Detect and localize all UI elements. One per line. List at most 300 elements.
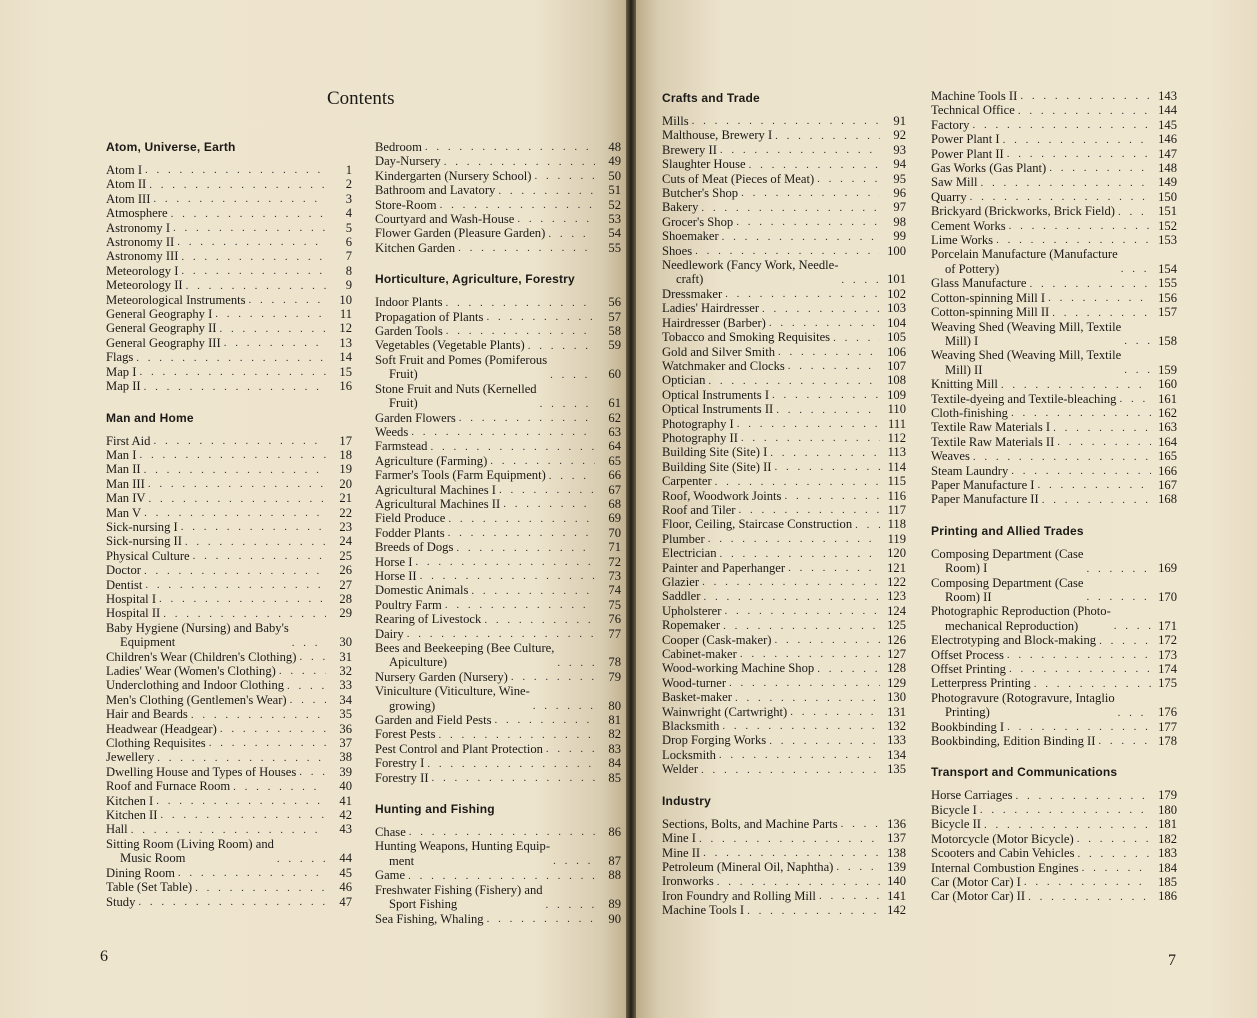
toc-entry-title xyxy=(662,330,830,344)
toc-entry-title-line: Paper Manufacture I xyxy=(931,477,1035,492)
toc-entry-title xyxy=(375,425,408,439)
toc-entry xyxy=(375,839,621,868)
dot-leader xyxy=(776,404,880,417)
toc-entry-title xyxy=(662,647,737,661)
toc-entry xyxy=(931,305,1177,319)
dot-leader xyxy=(722,720,880,733)
toc-entry-title xyxy=(662,474,712,488)
toc-entry-page: 77 xyxy=(608,626,621,641)
toc-entry-title xyxy=(106,822,128,836)
toc-entry-page: 136 xyxy=(887,816,906,831)
toc-entry-page: 84 xyxy=(608,756,621,771)
toc-entry-title-line: Dining Room xyxy=(106,865,175,880)
toc-entry-title-line: Jewellery xyxy=(106,750,155,765)
toc-entry-title-line: Carpenter xyxy=(662,474,712,489)
toc-entry xyxy=(662,128,906,142)
dot-leader xyxy=(774,634,880,647)
toc-entry-page: 109 xyxy=(887,387,906,402)
toc-entry-title xyxy=(662,301,759,315)
toc-entry xyxy=(375,468,621,482)
toc-entry-title xyxy=(375,198,437,212)
dot-leader xyxy=(1124,335,1151,348)
toc-entry-title-line: Sick-nursing I xyxy=(106,519,178,534)
toc-entry xyxy=(106,448,352,462)
toc-entry xyxy=(662,705,906,719)
toc-entry-title-line: Meteorology II xyxy=(106,278,183,293)
dot-leader xyxy=(144,381,326,394)
toc-entry-title xyxy=(662,733,766,747)
dot-leader xyxy=(703,591,880,604)
toc-entry-page: 5 xyxy=(345,220,352,235)
toc-entry-page: 140 xyxy=(887,874,906,889)
toc-entry-title xyxy=(662,676,726,690)
toc-entry xyxy=(662,874,906,888)
toc-entry xyxy=(662,460,906,474)
toc-entry-title xyxy=(662,373,705,387)
toc-entry-title xyxy=(931,420,1050,434)
toc-entry-title xyxy=(375,324,443,338)
toc-entry-page: 160 xyxy=(1158,377,1177,392)
contents-column-3 xyxy=(662,88,906,918)
toc-entry-page: 184 xyxy=(1158,860,1177,875)
toc-entry-page: 106 xyxy=(887,344,906,359)
toc-entry-title xyxy=(375,883,543,912)
toc-entry-title xyxy=(931,276,1026,290)
toc-entry-title xyxy=(106,765,296,779)
toc-entry-page: 170 xyxy=(1158,590,1177,604)
toc-entry-title-line: Forestry II xyxy=(375,770,429,785)
toc-entry-title xyxy=(106,293,246,307)
toc-entry-title-line: Game xyxy=(375,868,406,883)
toc-entry-page: 55 xyxy=(608,240,621,255)
toc-entry-title xyxy=(662,489,781,503)
toc-entry xyxy=(106,434,352,448)
toc-entry-title xyxy=(931,435,1054,449)
toc-entry xyxy=(931,720,1177,734)
toc-entry-title xyxy=(106,592,156,606)
toc-entry-page: 74 xyxy=(608,583,621,598)
toc-entry-title xyxy=(375,154,441,168)
toc-entry-title-line: Propagation of Plants xyxy=(375,309,484,324)
toc-entry-title-line: Cabinet-maker xyxy=(662,647,737,662)
toc-entry-title xyxy=(931,817,981,831)
toc-entry-title xyxy=(375,382,537,411)
toc-entry-title xyxy=(931,846,1075,860)
toc-entry-title-line: Physical Culture xyxy=(106,548,190,563)
toc-entry-title xyxy=(931,604,1111,633)
dot-leader xyxy=(148,478,326,491)
toc-entry-title-continuation: Printing) xyxy=(945,705,990,720)
toc-entry-title xyxy=(662,546,717,560)
toc-entry xyxy=(106,895,352,909)
toc-entry-title xyxy=(931,118,969,132)
dot-leader xyxy=(220,323,327,336)
toc-entry-title-line: Blacksmith xyxy=(662,719,720,734)
toc-entry-title-line: Optician xyxy=(662,373,706,388)
toc-entry-page: 102 xyxy=(887,286,906,301)
dot-leader xyxy=(220,723,326,736)
dot-leader xyxy=(548,228,595,241)
toc-entry xyxy=(375,684,621,713)
toc-entry-page: 67 xyxy=(608,482,621,497)
toc-entry xyxy=(662,546,906,560)
toc-entry xyxy=(662,575,906,589)
toc-entry-page: 97 xyxy=(893,200,906,215)
toc-entry-title xyxy=(662,244,692,258)
toc-entry-title xyxy=(662,258,838,287)
toc-entry xyxy=(662,846,906,860)
dot-leader xyxy=(145,579,326,592)
toc-entry-title-line: Shoes xyxy=(662,243,693,258)
toc-entry-title-continuation: of Pottery) xyxy=(945,261,1000,276)
toc-entry-title-line: Study xyxy=(106,894,136,909)
toc-entry-title-line: Clothing Requisites xyxy=(106,736,206,751)
toc-entry xyxy=(106,520,352,534)
toc-entry-title-line: Map I xyxy=(106,364,137,379)
toc-entry-title xyxy=(931,247,1118,276)
toc-entry-title-line: Map II xyxy=(106,379,141,394)
toc-entry xyxy=(106,621,352,650)
toc-entry-title-line: Dentist xyxy=(106,577,143,592)
toc-entry-title-line: Textile-dyeing and Textile-bleaching xyxy=(931,391,1117,406)
toc-entry-title xyxy=(662,889,816,903)
contents-column-4 xyxy=(931,89,1177,904)
toc-entry-title xyxy=(106,750,154,764)
dot-leader xyxy=(499,484,595,497)
toc-entry xyxy=(106,163,352,177)
toc-entry xyxy=(662,561,906,575)
dot-leader xyxy=(817,663,880,676)
toc-entry-title-line: Agriculture (Farming) xyxy=(375,453,488,468)
toc-entry xyxy=(106,379,352,393)
toc-entry xyxy=(375,212,621,226)
toc-entry-title-line: Factory xyxy=(931,117,970,132)
dot-leader xyxy=(972,119,1151,132)
toc-entry-page: 95 xyxy=(893,171,906,186)
toc-entry xyxy=(931,464,1177,478)
toc-entry-title-line: Upholsterer xyxy=(662,603,722,618)
toc-entry-page: 62 xyxy=(608,410,621,425)
toc-entry-page: 113 xyxy=(887,445,906,460)
toc-entry xyxy=(662,345,906,359)
dot-leader xyxy=(195,882,326,895)
dot-leader xyxy=(778,346,880,359)
toc-entry-page: 20 xyxy=(339,476,352,491)
dot-leader xyxy=(1052,307,1151,320)
toc-entry-title-continuation: mechanical Reproduction) xyxy=(945,618,1079,633)
toc-entry-page: 24 xyxy=(339,534,352,549)
dot-leader xyxy=(1038,479,1152,492)
toc-entry-title xyxy=(662,503,735,517)
toc-entry-title xyxy=(931,132,1000,146)
toc-entry-title-line: Gold and Silver Smith xyxy=(662,344,775,359)
dot-leader xyxy=(173,222,326,235)
toc-entry-page: 58 xyxy=(608,324,621,339)
toc-entry-title-line: Glass Manufacture xyxy=(931,276,1027,291)
toc-entry-title-continuation: Sport Fishing xyxy=(389,897,458,912)
toc-entry-title-line: Weaving Shed (Weaving Mill, Textile xyxy=(931,319,1122,334)
toc-entry-page: 98 xyxy=(893,214,906,229)
toc-entry-title xyxy=(931,348,1121,377)
toc-entry-title xyxy=(106,491,146,505)
toc-entry xyxy=(662,889,906,903)
toc-entry xyxy=(931,478,1177,492)
toc-entry-title-line: Poultry Farm xyxy=(375,597,442,612)
toc-entry-page: 13 xyxy=(339,335,352,350)
toc-entry-page: 30 xyxy=(339,635,352,650)
toc-entry-page: 144 xyxy=(1158,103,1177,118)
dot-leader xyxy=(984,819,1151,832)
dot-leader xyxy=(448,513,595,526)
toc-entry xyxy=(106,506,352,520)
toc-entry-title-line: Bakery xyxy=(662,200,699,215)
toc-entry-page: 147 xyxy=(1158,146,1177,161)
toc-entry-title-line: Garden Flowers xyxy=(375,410,456,425)
dot-leader xyxy=(769,317,880,330)
toc-entry-title xyxy=(375,483,496,497)
toc-entry-title-line: Atmosphere xyxy=(106,206,168,221)
toc-entry-title-line: Man I xyxy=(106,447,137,462)
dot-leader xyxy=(1118,206,1151,219)
toc-entry-page: 48 xyxy=(608,140,621,154)
toc-entry-title-line: Flags xyxy=(106,350,134,365)
dot-leader xyxy=(1114,620,1151,633)
toc-entry-title-line: Knitting Mill xyxy=(931,377,998,392)
toc-entry-title xyxy=(662,860,833,874)
dot-leader xyxy=(209,737,326,750)
toc-entry-page: 174 xyxy=(1158,662,1177,677)
toc-entry-title xyxy=(662,445,767,459)
toc-entry-title xyxy=(375,212,514,226)
toc-entry-title xyxy=(375,140,422,154)
toc-entry-page: 110 xyxy=(887,402,906,417)
toc-entry-page: 86 xyxy=(608,825,621,840)
toc-entry xyxy=(106,822,352,836)
toc-entry-page: 64 xyxy=(608,439,621,454)
toc-entry-title xyxy=(662,402,773,416)
toc-entry-title xyxy=(106,448,136,462)
toc-entry-title-line: General Geography II xyxy=(106,321,217,336)
toc-entry-page: 127 xyxy=(887,647,906,662)
toc-entry-title xyxy=(106,434,150,448)
toc-entry-title xyxy=(106,462,141,476)
toc-entry-title-line: Porcelain Manufacture (Manufacture xyxy=(931,247,1118,262)
toc-entry-title-continuation: Mill) II xyxy=(945,362,983,377)
dot-leader xyxy=(528,340,595,353)
dot-leader xyxy=(1078,848,1151,861)
toc-entry-page: 137 xyxy=(887,831,906,846)
toc-entry-title-line: Astronomy II xyxy=(106,235,175,250)
section-heading: Hunting and Fishing xyxy=(375,802,495,817)
toc-entry-title-line: Watchmaker and Clocks xyxy=(662,358,785,373)
toc-entry-title xyxy=(662,200,698,214)
toc-entry xyxy=(931,788,1177,802)
dot-leader xyxy=(233,781,326,794)
toc-entry-title-line: Underclothing and Indoor Clothing xyxy=(106,678,285,693)
toc-entry-title xyxy=(662,128,772,142)
toc-entry-page: 141 xyxy=(887,888,906,903)
toc-entry-title-line: Power Plant I xyxy=(931,132,1000,147)
dot-leader xyxy=(762,303,880,316)
toc-entry-title-line: Slaughter House xyxy=(662,157,746,172)
dot-leader xyxy=(1034,678,1151,691)
toc-entry xyxy=(106,264,352,278)
toc-entry-title-line: Roof and Tiler xyxy=(662,502,736,517)
toc-entry-title xyxy=(662,157,746,171)
toc-entry-title-line: Building Site (Site) I xyxy=(662,445,768,460)
toc-entry-title xyxy=(375,454,487,468)
toc-entry-title xyxy=(931,147,1004,161)
dot-leader xyxy=(446,325,595,338)
dot-leader xyxy=(420,570,595,583)
toc-entry xyxy=(375,439,621,453)
toc-entry-title xyxy=(375,310,483,324)
toc-entry-title xyxy=(931,720,1004,734)
dot-leader xyxy=(181,521,326,534)
toc-entry-page: 145 xyxy=(1158,117,1177,132)
toc-entry xyxy=(931,204,1177,218)
toc-entry-title-line: Textile Raw Materials II xyxy=(931,434,1055,449)
dot-leader xyxy=(292,637,326,650)
toc-entry-title xyxy=(375,713,491,727)
toc-entry xyxy=(662,330,906,344)
toc-entry-page: 107 xyxy=(887,358,906,373)
dot-leader xyxy=(409,826,595,839)
dot-leader xyxy=(490,455,595,468)
toc-entry-page: 162 xyxy=(1158,405,1177,420)
toc-entry-title xyxy=(662,359,785,373)
dot-leader xyxy=(695,245,880,258)
toc-entry-title xyxy=(375,338,525,352)
dot-leader xyxy=(725,288,880,301)
toc-entry-title xyxy=(931,305,1049,319)
toc-entry-title-line: Baby Hygiene (Nursing) and Baby's xyxy=(106,620,289,635)
dot-leader xyxy=(833,332,880,345)
dot-leader xyxy=(430,441,595,454)
toc-entry xyxy=(931,875,1177,889)
toc-entry-title-line: Quarry xyxy=(931,189,967,204)
toc-entry-title xyxy=(106,249,178,263)
toc-entry-title xyxy=(931,449,970,463)
toc-entry xyxy=(106,491,352,505)
dot-leader xyxy=(277,853,326,866)
toc-entry-title xyxy=(662,618,720,632)
toc-entry xyxy=(931,648,1177,662)
toc-entry-title xyxy=(106,880,192,894)
toc-entry-title xyxy=(375,526,445,540)
toc-entry-page: 161 xyxy=(1158,391,1177,406)
toc-entry-title-line: Cement Works xyxy=(931,218,1006,233)
toc-entry-title-line: Cooper (Cask-maker) xyxy=(662,632,772,647)
toc-entry-page: 172 xyxy=(1158,633,1177,648)
toc-entry-title-line: Man II xyxy=(106,462,141,477)
toc-entry xyxy=(106,750,352,764)
toc-entry xyxy=(662,229,906,243)
dot-leader xyxy=(841,818,880,831)
dot-leader xyxy=(784,490,880,503)
toc-entry-page: 178 xyxy=(1158,734,1177,749)
toc-entry-title-continuation: Fruit) xyxy=(389,367,418,382)
toc-entry xyxy=(662,215,906,229)
toc-entry-title-line: Bees and Beekeeping (Bee Culture, xyxy=(375,641,555,655)
dot-leader xyxy=(720,548,880,561)
toc-entry-page: 17 xyxy=(339,433,352,448)
toc-entry-title-line: Hairdresser (Barber) xyxy=(662,315,766,330)
toc-entry xyxy=(106,736,352,750)
toc-entry xyxy=(106,664,352,678)
toc-entry-page: 80 xyxy=(608,698,621,713)
toc-entry-page: 63 xyxy=(608,424,621,439)
toc-entry-page: 94 xyxy=(893,157,906,172)
toc-entry-title-line: Dairy xyxy=(375,626,404,641)
toc-entry-title-line: Domestic Animals xyxy=(375,583,469,598)
dot-leader xyxy=(534,170,595,183)
dot-leader xyxy=(153,193,326,206)
toc-entry xyxy=(931,547,1177,576)
toc-entry-title-line: Ropemaker xyxy=(662,618,721,633)
toc-entry-title-line: Forestry I xyxy=(375,756,425,771)
toc-entry-title-line: Agricultural Machines I xyxy=(375,482,496,497)
dot-leader xyxy=(1007,649,1151,662)
toc-entry xyxy=(931,175,1177,189)
dot-leader xyxy=(701,764,880,777)
toc-entry xyxy=(662,157,906,171)
toc-entry-title-line: Atom III xyxy=(106,191,151,206)
toc-entry-title xyxy=(931,478,1035,492)
dot-leader xyxy=(736,216,880,229)
toc-entry-title-line: Machine Tools II xyxy=(931,89,1018,103)
toc-entry-page: 22 xyxy=(339,505,352,520)
toc-entry-page: 32 xyxy=(339,664,352,678)
toc-entry-title xyxy=(931,190,967,204)
dot-leader xyxy=(145,164,326,177)
dot-leader xyxy=(484,614,595,627)
toc-entry-page: 49 xyxy=(608,154,621,169)
toc-entry-title-line: Technical Office xyxy=(931,103,1015,118)
toc-entry-title xyxy=(106,650,296,664)
toc-entry-page: 118 xyxy=(887,517,906,532)
dot-leader xyxy=(181,265,326,278)
toc-entry-title xyxy=(662,604,721,618)
toc-entry-title xyxy=(662,874,714,888)
toc-entry xyxy=(375,670,621,684)
dot-leader xyxy=(701,202,880,215)
dot-leader xyxy=(517,213,595,226)
toc-entry-page: 111 xyxy=(888,416,906,431)
toc-entry-title-line: Roof, Woodwork Joints xyxy=(662,488,782,503)
toc-entry-title xyxy=(106,379,141,393)
toc-entry xyxy=(662,762,906,776)
dot-leader xyxy=(772,389,880,402)
toc-entry-title xyxy=(375,612,481,626)
toc-entry-page: 112 xyxy=(887,430,906,445)
toc-entry-title-line: Painter and Paperhanger xyxy=(662,560,786,575)
toc-entry xyxy=(662,618,906,632)
toc-entry-title-line: Horse I xyxy=(375,554,413,569)
contents-column-2 xyxy=(375,140,621,926)
dot-leader xyxy=(144,565,326,578)
toc-entry xyxy=(106,808,352,822)
toc-entry-title xyxy=(106,736,206,750)
dot-leader xyxy=(719,749,880,762)
toc-entry-title-line: Stone Fruit and Nuts (Kernelled xyxy=(375,381,537,396)
toc-entry-page: 165 xyxy=(1158,449,1177,464)
dot-leader xyxy=(171,208,326,221)
toc-entry xyxy=(106,336,352,350)
dot-leader xyxy=(486,311,595,324)
toc-entry-title xyxy=(106,707,188,721)
toc-entry-title-line: Doctor xyxy=(106,563,141,578)
